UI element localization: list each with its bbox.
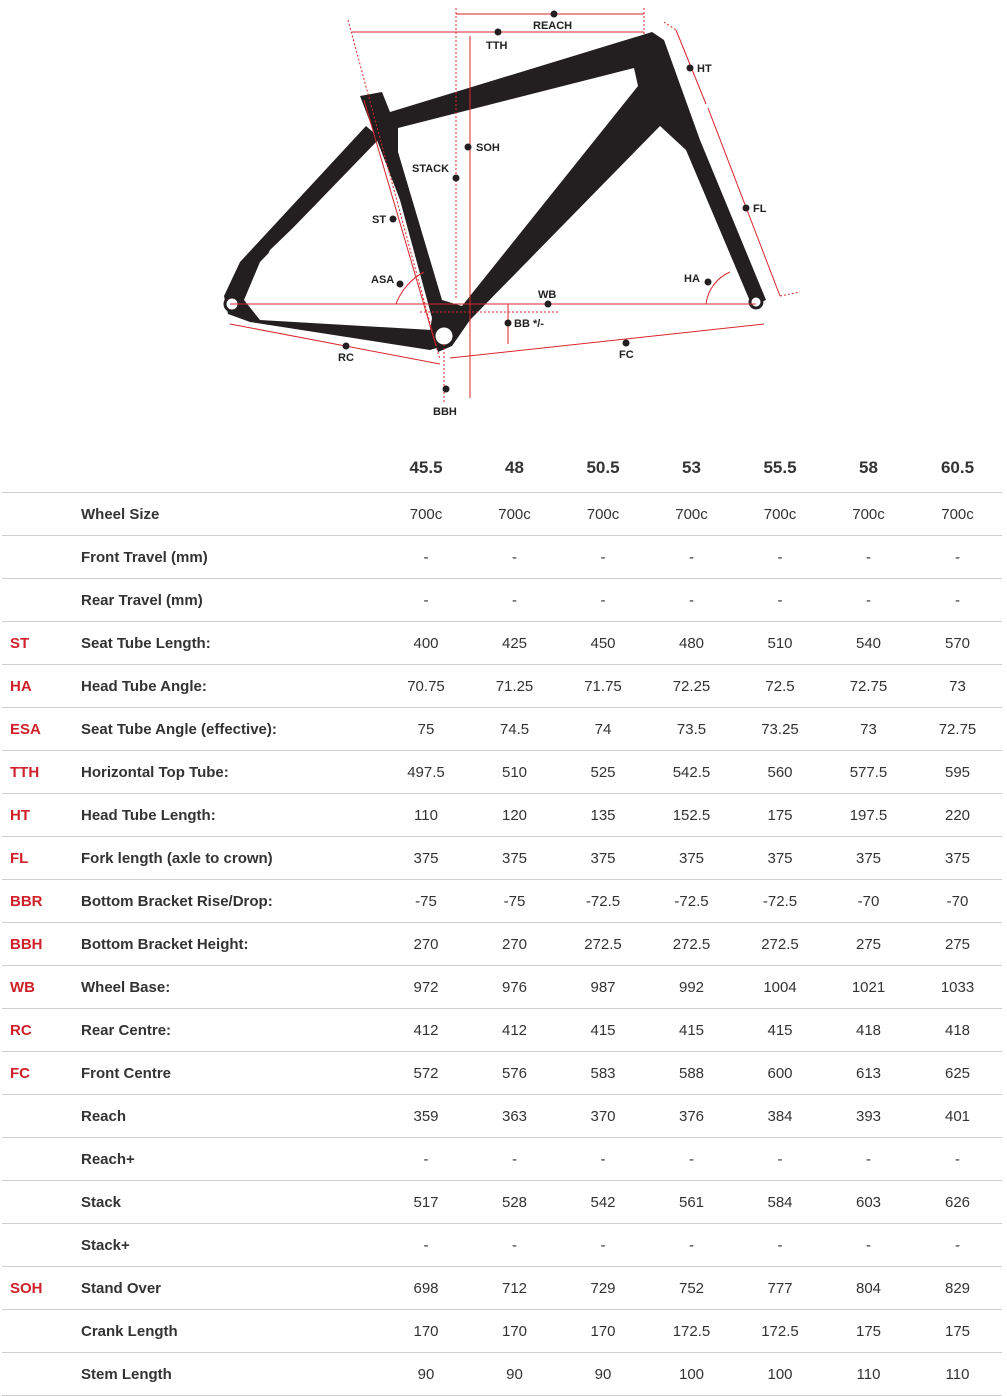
row-abbreviation (2, 1224, 80, 1267)
label-reach: REACH (533, 20, 573, 32)
size-header-cell: 53 (647, 444, 736, 493)
table-cell: 375 (382, 837, 470, 880)
table-row (2, 1224, 1002, 1267)
row-abbreviation: HA (2, 665, 80, 708)
table-cell: 588 (647, 1052, 736, 1095)
label-ht: HT (697, 63, 712, 75)
row-abbreviation: FC (2, 1052, 80, 1095)
table-cell: - (647, 536, 736, 579)
table-cell: 175 (736, 794, 824, 837)
table-cell: 1033 (913, 966, 1002, 1009)
table-cell: - (559, 536, 647, 579)
row-abbreviation: HT (2, 794, 80, 837)
row-abbreviation (2, 1138, 80, 1181)
row-label: Seat Tube Length: (80, 622, 382, 665)
table-cell: 90 (382, 1353, 470, 1396)
table-cell: 375 (647, 837, 736, 880)
table-cell: 418 (824, 1009, 913, 1052)
table-cell: 700c (470, 493, 559, 536)
table-cell: 72.5 (736, 665, 824, 708)
table-cell: -75 (470, 880, 559, 923)
table-cell: 393 (824, 1095, 913, 1138)
table-cell: - (647, 1138, 736, 1181)
label-asa: ASA (371, 274, 395, 286)
table-cell: - (736, 579, 824, 622)
table-cell: 542 (559, 1181, 647, 1224)
table-cell: 497.5 (382, 751, 470, 794)
row-abbreviation: BBH (2, 923, 80, 966)
row-label: Seat Tube Angle (effective): (80, 708, 382, 751)
table-cell: 804 (824, 1267, 913, 1310)
table-cell: 120 (470, 794, 559, 837)
table-cell: - (736, 536, 824, 579)
table-cell: 90 (470, 1353, 559, 1396)
table-cell: 100 (647, 1353, 736, 1396)
geometry-table (2, 444, 1002, 1396)
table-row (2, 493, 1002, 536)
table-cell: - (913, 536, 1002, 579)
table-row (2, 837, 1002, 880)
table-cell: 220 (913, 794, 1002, 837)
row-label: Stack (80, 1181, 382, 1224)
label-bbh: BBH (433, 406, 457, 418)
row-abbreviation: TTH (2, 751, 80, 794)
table-cell: 976 (470, 966, 559, 1009)
table-cell: 613 (824, 1052, 913, 1095)
table-row (2, 794, 1002, 837)
label-st: ST (372, 214, 387, 226)
table-cell: 401 (913, 1095, 1002, 1138)
row-label: Stack+ (80, 1224, 382, 1267)
table-cell: 528 (470, 1181, 559, 1224)
table-cell: 270 (470, 923, 559, 966)
table-cell: 70.75 (382, 665, 470, 708)
row-abbreviation: RC (2, 1009, 80, 1052)
table-cell: 73 (824, 708, 913, 751)
table-cell: -70 (824, 880, 913, 923)
label-wb: WB (538, 289, 557, 301)
table-cell: 415 (736, 1009, 824, 1052)
table-cell: 698 (382, 1267, 470, 1310)
table-cell: 540 (824, 622, 913, 665)
table-cell: 626 (913, 1181, 1002, 1224)
label-fl: FL (753, 203, 767, 215)
table-cell: 752 (647, 1267, 736, 1310)
table-row (2, 923, 1002, 966)
table-cell: 425 (470, 622, 559, 665)
table-cell: 375 (913, 837, 1002, 880)
table-row (2, 751, 1002, 794)
table-cell: 1004 (736, 966, 824, 1009)
table-cell: 415 (559, 1009, 647, 1052)
table-cell: 418 (913, 1009, 1002, 1052)
table-cell: 542.5 (647, 751, 736, 794)
table-cell: 1021 (824, 966, 913, 1009)
row-label: Front Centre (80, 1052, 382, 1095)
table-cell: 363 (470, 1095, 559, 1138)
table-cell: 73 (913, 665, 1002, 708)
size-header-cell: 58 (824, 444, 913, 493)
table-cell: 603 (824, 1181, 913, 1224)
size-header-cell: 50.5 (559, 444, 647, 493)
table-cell: - (913, 579, 1002, 622)
table-cell: 272.5 (647, 923, 736, 966)
row-abbreviation (2, 493, 80, 536)
table-cell: - (382, 536, 470, 579)
table-cell: 510 (470, 751, 559, 794)
row-abbreviation: WB (2, 966, 80, 1009)
label-rc: RC (338, 352, 354, 364)
row-label: Horizontal Top Tube: (80, 751, 382, 794)
label-stack: STACK (412, 163, 450, 175)
table-cell: - (470, 1138, 559, 1181)
label-tth: TTH (486, 40, 508, 52)
row-abbreviation (2, 579, 80, 622)
row-label: Rear Travel (mm) (80, 579, 382, 622)
table-cell: 450 (559, 622, 647, 665)
table-cell: - (647, 579, 736, 622)
table-cell: 729 (559, 1267, 647, 1310)
table-cell: 170 (382, 1310, 470, 1353)
table-cell: - (913, 1138, 1002, 1181)
table-cell: 270 (382, 923, 470, 966)
table-row (2, 536, 1002, 579)
table-cell: 73.5 (647, 708, 736, 751)
table-cell: 110 (824, 1353, 913, 1396)
table-cell: 384 (736, 1095, 824, 1138)
table-cell: - (470, 536, 559, 579)
table-cell: 412 (382, 1009, 470, 1052)
table-row (2, 1009, 1002, 1052)
table-cell: 135 (559, 794, 647, 837)
table-cell: 71.75 (559, 665, 647, 708)
table-row (2, 966, 1002, 1009)
row-abbreviation (2, 536, 80, 579)
row-abbreviation (2, 1181, 80, 1224)
table-cell: -72.5 (647, 880, 736, 923)
table-cell: 74.5 (470, 708, 559, 751)
table-cell: -70 (913, 880, 1002, 923)
table-row (2, 1095, 1002, 1138)
geometry-table-body (2, 493, 1002, 1396)
table-cell: 375 (736, 837, 824, 880)
table-cell: -75 (382, 880, 470, 923)
row-label: Front Travel (mm) (80, 536, 382, 579)
row-abbreviation (2, 1310, 80, 1353)
table-cell: 584 (736, 1181, 824, 1224)
table-row (2, 708, 1002, 751)
size-header-cell: 48 (470, 444, 559, 493)
table-cell: 829 (913, 1267, 1002, 1310)
row-abbreviation: FL (2, 837, 80, 880)
table-cell: 375 (470, 837, 559, 880)
table-cell: - (559, 1138, 647, 1181)
table-cell: - (382, 1138, 470, 1181)
table-cell: 370 (559, 1095, 647, 1138)
row-label: Wheel Base: (80, 966, 382, 1009)
table-cell: 175 (824, 1310, 913, 1353)
row-abbreviation: ESA (2, 708, 80, 751)
row-label: Bottom Bracket Height: (80, 923, 382, 966)
table-cell: - (559, 579, 647, 622)
table-cell: 700c (647, 493, 736, 536)
row-abbreviation (2, 1353, 80, 1396)
row-label: Stand Over (80, 1267, 382, 1310)
label-fc: FC (619, 349, 634, 361)
table-cell: 572 (382, 1052, 470, 1095)
table-cell: -72.5 (559, 880, 647, 923)
table-cell: 72.75 (824, 665, 913, 708)
table-cell: 71.25 (470, 665, 559, 708)
row-label: Head Tube Angle: (80, 665, 382, 708)
table-cell: 700c (736, 493, 824, 536)
table-cell: - (470, 1224, 559, 1267)
table-cell: 700c (824, 493, 913, 536)
row-label: Stem Length (80, 1353, 382, 1396)
table-cell: 570 (913, 622, 1002, 665)
table-row (2, 880, 1002, 923)
table-cell: - (559, 1224, 647, 1267)
table-cell: 560 (736, 751, 824, 794)
table-cell: 561 (647, 1181, 736, 1224)
table-cell: 172.5 (647, 1310, 736, 1353)
table-cell: 275 (824, 923, 913, 966)
table-row (2, 1181, 1002, 1224)
table-cell: 74 (559, 708, 647, 751)
table-cell: - (913, 1224, 1002, 1267)
table-cell: 600 (736, 1052, 824, 1095)
size-header-cell: 60.5 (913, 444, 1002, 493)
table-cell: 100 (736, 1353, 824, 1396)
size-header-row (2, 444, 1002, 493)
table-cell: - (824, 579, 913, 622)
table-row (2, 622, 1002, 665)
row-abbreviation: SOH (2, 1267, 80, 1310)
label-ha: HA (684, 273, 700, 285)
table-row (2, 579, 1002, 622)
table-cell: 170 (559, 1310, 647, 1353)
table-cell: 712 (470, 1267, 559, 1310)
table-cell: 972 (382, 966, 470, 1009)
table-cell: 700c (913, 493, 1002, 536)
table-cell: 175 (913, 1310, 1002, 1353)
table-cell: - (382, 579, 470, 622)
row-abbreviation: ST (2, 622, 80, 665)
table-cell: 987 (559, 966, 647, 1009)
table-cell: 517 (382, 1181, 470, 1224)
row-label: Head Tube Length: (80, 794, 382, 837)
table-cell: 992 (647, 966, 736, 1009)
table-cell: 480 (647, 622, 736, 665)
table-cell: 72.75 (913, 708, 1002, 751)
table-cell: 110 (913, 1353, 1002, 1396)
table-row (2, 1310, 1002, 1353)
table-cell: 72.25 (647, 665, 736, 708)
table-cell: 272.5 (559, 923, 647, 966)
table-row (2, 665, 1002, 708)
table-cell: 152.5 (647, 794, 736, 837)
table-cell: 412 (470, 1009, 559, 1052)
table-cell: -72.5 (736, 880, 824, 923)
table-cell: 90 (559, 1353, 647, 1396)
row-label: Reach+ (80, 1138, 382, 1181)
table-cell: 577.5 (824, 751, 913, 794)
size-header-cell: 55.5 (736, 444, 824, 493)
table-row (2, 1138, 1002, 1181)
table-cell: 272.5 (736, 923, 824, 966)
table-cell: 376 (647, 1095, 736, 1138)
table-row (2, 1267, 1002, 1310)
table-cell: 275 (913, 923, 1002, 966)
table-cell: 170 (470, 1310, 559, 1353)
table-cell: - (736, 1138, 824, 1181)
row-abbreviation: BBR (2, 880, 80, 923)
table-cell: 510 (736, 622, 824, 665)
table-cell: - (647, 1224, 736, 1267)
row-label: Reach (80, 1095, 382, 1138)
table-cell: 700c (382, 493, 470, 536)
table-cell: 172.5 (736, 1310, 824, 1353)
table-cell: 110 (382, 794, 470, 837)
table-cell: 359 (382, 1095, 470, 1138)
label-soh: SOH (476, 142, 500, 154)
table-cell: 700c (559, 493, 647, 536)
table-cell: - (736, 1224, 824, 1267)
table-cell: - (824, 1138, 913, 1181)
row-abbreviation (2, 1095, 80, 1138)
table-cell: 777 (736, 1267, 824, 1310)
table-cell: 625 (913, 1052, 1002, 1095)
table-cell: 375 (559, 837, 647, 880)
table-cell: - (470, 579, 559, 622)
label-bb: BB */- (514, 318, 544, 330)
table-cell: 73.25 (736, 708, 824, 751)
row-label: Crank Length (80, 1310, 382, 1353)
row-label: Fork length (axle to crown) (80, 837, 382, 880)
row-label: Wheel Size (80, 493, 382, 536)
table-cell: - (824, 536, 913, 579)
table-cell: 375 (824, 837, 913, 880)
table-cell: 400 (382, 622, 470, 665)
table-row (2, 1353, 1002, 1396)
table-cell: 197.5 (824, 794, 913, 837)
geometry-diagram (0, 0, 1007, 440)
table-cell: 583 (559, 1052, 647, 1095)
row-label: Bottom Bracket Rise/Drop: (80, 880, 382, 923)
table-cell: 75 (382, 708, 470, 751)
table-cell: 415 (647, 1009, 736, 1052)
table-cell: - (824, 1224, 913, 1267)
table-cell: 576 (470, 1052, 559, 1095)
table-cell: 525 (559, 751, 647, 794)
size-header-cell: 45.5 (382, 444, 470, 493)
table-cell: 595 (913, 751, 1002, 794)
row-label: Rear Centre: (80, 1009, 382, 1052)
table-cell: - (382, 1224, 470, 1267)
table-row (2, 1052, 1002, 1095)
